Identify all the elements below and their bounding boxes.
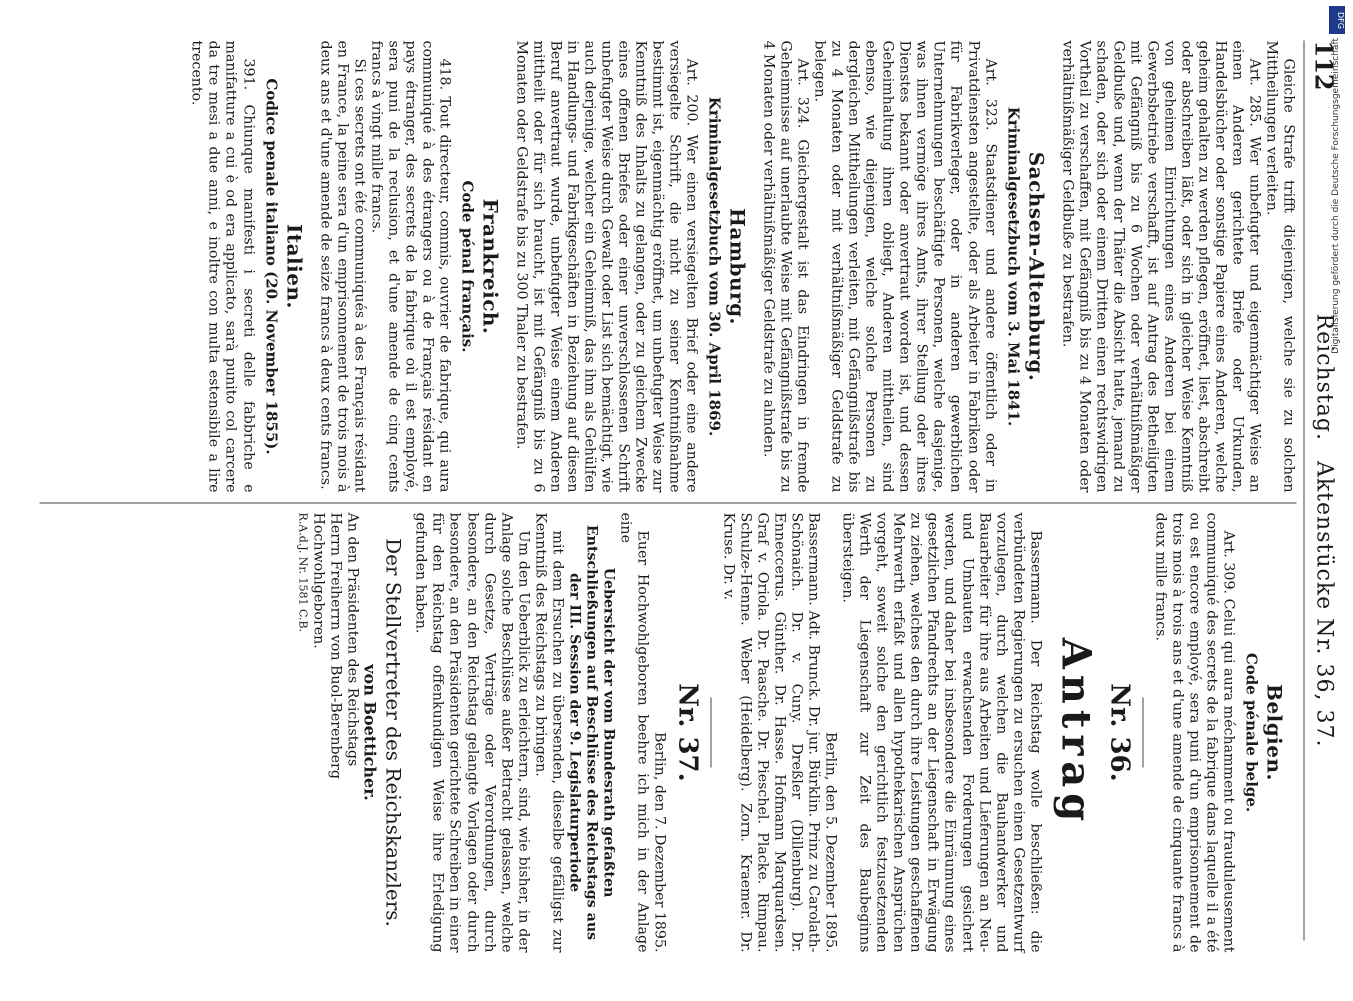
paragraph-art323: Art. 323. Staatsdiener und andere öffentlich oder in Privatdiensten angestellte, oder als Arbeiter in Fabriken oder für Fabrikverleger, oder in anderen gewerblichen Unternehmungen beschäftigte Personen, welche dasjenige, was ihnen vermöge ihres Amts, ihrer Stellung oder ihres Dienstes bekannt oder anvertraut worden ist, und dessen Geheimhaltung ihnen obliegt, Anderen mittheilen, sind ebenso, wie diejenigen, welche solche Personen zu dergleichen Mittheilungen verleiten, mit Gefängnißstrafe bis zu 4 Monaten oder mit verhältnißmäßiger Geldstrafe zu belegen. bbox=[811, 40, 999, 493]
antrag-heading: Antrag bbox=[1052, 637, 1100, 828]
reference-number: R.A.d.J. Nr. 1581 C.B. bbox=[296, 512, 310, 633]
date-line: Berlin, den 7. Dezember 1895. bbox=[651, 732, 668, 953]
digitization-note: Digitalisierung gefördert durch die Deutsche Forschungsgemeinschaft bbox=[1331, 38, 1341, 354]
address-line: An den Präsidenten des Reichstags bbox=[344, 512, 361, 767]
section-subtitle: Kriminalgesetzbuch vom 3. Mai 1841. bbox=[1004, 106, 1023, 427]
signature-title: Der Stellvertreter des Reichskanzlers. bbox=[381, 538, 406, 927]
section-subtitle: Code pénale belge. bbox=[1242, 652, 1261, 813]
document-number-37: Nr. 37. bbox=[672, 683, 703, 782]
letter-opening: Euer Hochwohlgeboren beehre ich mich in der Anlage eine bbox=[617, 512, 651, 953]
signature-name: von Boetticher. bbox=[360, 664, 380, 801]
section-title-hamburg: Hamburg. bbox=[725, 207, 750, 326]
header-center-text: Aktenstücke Nr. 36, 37. bbox=[1312, 460, 1337, 748]
overview-title: Uebersicht der vom Bundesrath gefaßten Entschließungen auf Beschlüsse des Reichstags aus der III. Session der 9. Legislaturperiode bbox=[566, 524, 617, 941]
paragraph-art309: Art. 309. Celui qui aura méchamment ou frauduleusement communiqué des secrets de la fabrique dans laquelle il a été ou est encore employé, sera puni d'un emprisonnement de trois mois à trois ans et d'une amende de cinquante francs à deux mille francs. bbox=[1152, 512, 1237, 953]
paragraph: Gleiche Strafe trifft diejenigen, welche sie zu solchen Mittheilungen verleiten. bbox=[1263, 40, 1297, 493]
column-divider bbox=[40, 503, 1297, 504]
date-line: Berlin, den 5. Dezember 1895. bbox=[822, 732, 839, 953]
paragraph-art324: Art. 324. Gleichergestalt ist das Eindringen in fremde Geheimnisse auf unerlaubte Weise mit Gefängnißstrafe bis zu 4 Monaten oder verhältnißmäßiger Geldstrafe zu ahnden. bbox=[760, 40, 811, 493]
section-subtitle: Kriminalgesetzbuch vom 30. April 1869. bbox=[705, 96, 724, 437]
address-line: Herrn Freiherrn von Buol-Berenberg bbox=[327, 512, 344, 779]
address-line: Hochwohlgeboren. bbox=[310, 512, 327, 649]
rotated-document-page bbox=[0, 1, 1353, 1001]
right-column bbox=[40, 513, 1297, 953]
letter-request: mit dem Ersuchen zu übersenden, dieselbe gefälligst zur Kenntniß des Reichstags zu bringen. bbox=[532, 512, 566, 953]
paragraph-art418: 418. Tout directeur, commis, ouvrier de fabrique, qui aura communiqué à des étrangers ou à de Français résidant en pays étranger, des secrets de la fabrique où il est employé, sera puni de la reclusion, et d'une amende de cinq cents francs à vingt mille francs. bbox=[368, 40, 453, 493]
motion-text: Bassermann. Der Reichstag wolle beschließen: die verbündeten Regierungen zu ersuchen einen Gesetzentwurf vorzulegen, durch welchen die Bauhandwerker und Bauarbeiter für ihre aus Arbeiten und Lieferungen an Neu- und Umbauten erwachsenden Forderungen gesichert werden, und daher bei insbesondere die Einräumung eines gesetzlichen Pfandrechts an der Liegenschaft in Erwägung zu ziehen, welches den durch ihre Leistungen geschaffenen Mehrwerth erfaßt und allen hypothekarischen Ansprüchen vorgeht, soweit solche den gerichtlich festzusetzenden Werth der Liegenschaft zur Zeit des Baubeginns übersteigen. bbox=[839, 512, 1044, 953]
paragraph-art285: Art. 285. Wer unbefugter und eigenmächtiger Weise an einen Anderen gerichtete Briefe oder Urkunden, Handelsbücher oder sonstige Papiere eines Anderen, welche geheim gehalten zu werden pflegen, eröffnet, liest, abschreibt oder abschreiben läßt, oder sich in gleicher Weise Kenntniß von geheimen Einrichtungen eines Anderen bei einem Gewerbsbetriebe verschafft, ist auf Antrag des Betheiligten mit Gefängniß bis zu 6 Wochen oder verhältnißmäßiger Geldbuße und, wenn der Thäter die Absicht hatte, jemand zu schaden, oder sich oder einem Dritten einen rechtswidrigen Vortheil zu verschaffen, mit Gefängniß bis zu 4 Monaten oder verhältnißmäßiger Geldbuße zu bestrafen. bbox=[1059, 40, 1263, 493]
left-column bbox=[40, 41, 1297, 493]
section-title-italien: Italien. bbox=[282, 224, 307, 309]
signatories: Bassermann. Adt. Brunck. Dr. jur. Bürklin. Prinz zu Carolath-Schönaich. Dr. v. Cuny. Dreßler (Dillenburg). Dr. Enneccerus. Günther. Dr. Hasse. Hofmann Marquardsen. Graf v. Oriola. Dr. Paasche. Dr. Pieschel. Placke. Rimpau. Schulze-Henne. Weber (Heidelberg). Zorn. Kraemer. Dr. Kruse. Dr. v. bbox=[720, 512, 822, 953]
dfg-logo: DFG bbox=[1329, 6, 1345, 34]
document-number-36: Nr. 36. bbox=[1104, 683, 1135, 782]
letter-body: Um den Ueberblick zu erleichtern, sind, wie bisher, in der Anlage solche Beschlüsse außer Betracht gelassen, welche durch Gesetze, Verträge oder Verordnungen, durch besondere, an den Reichstag gelangte Vorlagen oder durch besondere, an den Präsidenten gerichtete Schreiben in einer für den Reichstag offenkundigen Weise ihre Erledigung gefunden haben. bbox=[412, 512, 532, 953]
separator bbox=[711, 698, 712, 768]
section-subtitle: Codice penale italiano (20. November 1855). bbox=[262, 78, 281, 455]
page-number: 112 bbox=[1310, 40, 1339, 91]
section-subtitle: Code pénal français. bbox=[458, 180, 477, 353]
digitization-stamp bbox=[1329, 6, 1347, 354]
section-title-sachsen-altenburg: Sachsen-Altenburg. bbox=[1024, 151, 1049, 382]
paragraph-art200: Art. 200. Wer einen versiegelten Brief oder eine andere versiegelte Schrift, die nicht zu seiner Kenntnißnahme bestimmt ist, eigenmächtig eröffnet, um unbefugter Weise zur Kenntniß des Inhalts zu gelangen, oder zu gleichem Zwecke eines offenen Briefes oder einer unverschlossenen Schrift unbefugter Weise durch Gewalt oder List sich bemächtigt, wie auch derjenige, welcher ein Geheimniß, das ihm als Gehülfen in Handlungs- und Fabrikgeschäften in Beziehung auf diesen Beruf anvertraut wurde, unbefugter Weise einem Anderen mittheilt oder für sich braucht, ist mit Gefängniß bis zu 6 Monaten oder Geldstrafe bis zu 300 Thaler zu bestrafen. bbox=[513, 40, 700, 493]
paragraph-art391: 391. Chiunque manifesti i secreti delle fabbriche e manifatture a cui è od era applicato, sarà punito col carcere da tre mesi a due anni, e inoltre con multa estensibile a lire trecento. bbox=[188, 40, 257, 493]
section-title-frankreich: Frankreich. bbox=[478, 198, 503, 335]
paragraph-art418-2: Si ces secrets ont été communiqués à des Français résidant en France, la peine sera d'un emprisonnement de trois mois à deux ans et d'une amende de seize francs à deux cents francs. bbox=[317, 40, 368, 493]
section-title-belgien: Belgien. bbox=[1262, 683, 1287, 782]
header-left-text: Reichstag. bbox=[1312, 313, 1337, 441]
separator bbox=[1142, 698, 1143, 768]
